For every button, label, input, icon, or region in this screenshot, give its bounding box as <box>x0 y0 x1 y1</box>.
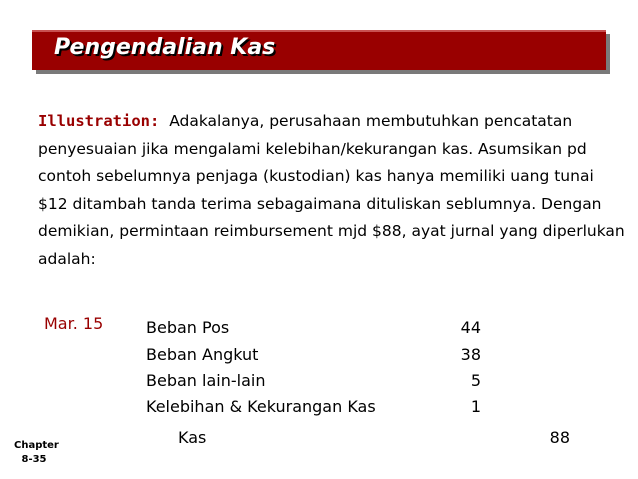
chapter-label: Chapter <box>14 440 59 451</box>
debit-amount: 38 <box>460 345 481 364</box>
chapter-footer <box>14 439 59 467</box>
illustration-label: Illustration: <box>38 112 160 130</box>
debit-account: Beban Pos <box>146 318 230 337</box>
chapter-number: 8-35 <box>21 454 47 465</box>
debit-amount: 44 <box>460 318 481 337</box>
debit-account: Beban Angkut <box>146 345 259 364</box>
credit-amount: 88 <box>549 428 570 447</box>
journal-date: Mar. 15 <box>44 314 104 333</box>
illustration-text: Adakalanya, perusahaan membutuhkan pencatatan penyesuaian jika mengalami kelebihan/kekurangan kas. Asumsikan pd contoh sebelumnya penjaga (kustodian) kas hanya memiliki uang tunai $12 ditambah tanda terima sebagaimana dituliskan seblumnya. Dengan demikian, permintaan reimbursement mjd $88, ayat jurnal yang diperlukan adalah: <box>38 112 625 268</box>
debit-amount: 5 <box>470 371 481 390</box>
debit-amount: 1 <box>470 397 481 416</box>
debit-account: Kelebihan & Kekurangan Kas <box>146 397 376 416</box>
illustration-paragraph <box>38 108 628 273</box>
title-bar <box>32 30 606 70</box>
credit-account: Kas <box>178 428 207 447</box>
debit-account: Beban lain-lain <box>146 371 266 390</box>
slide-title: Pengendalian Kas <box>54 35 276 60</box>
